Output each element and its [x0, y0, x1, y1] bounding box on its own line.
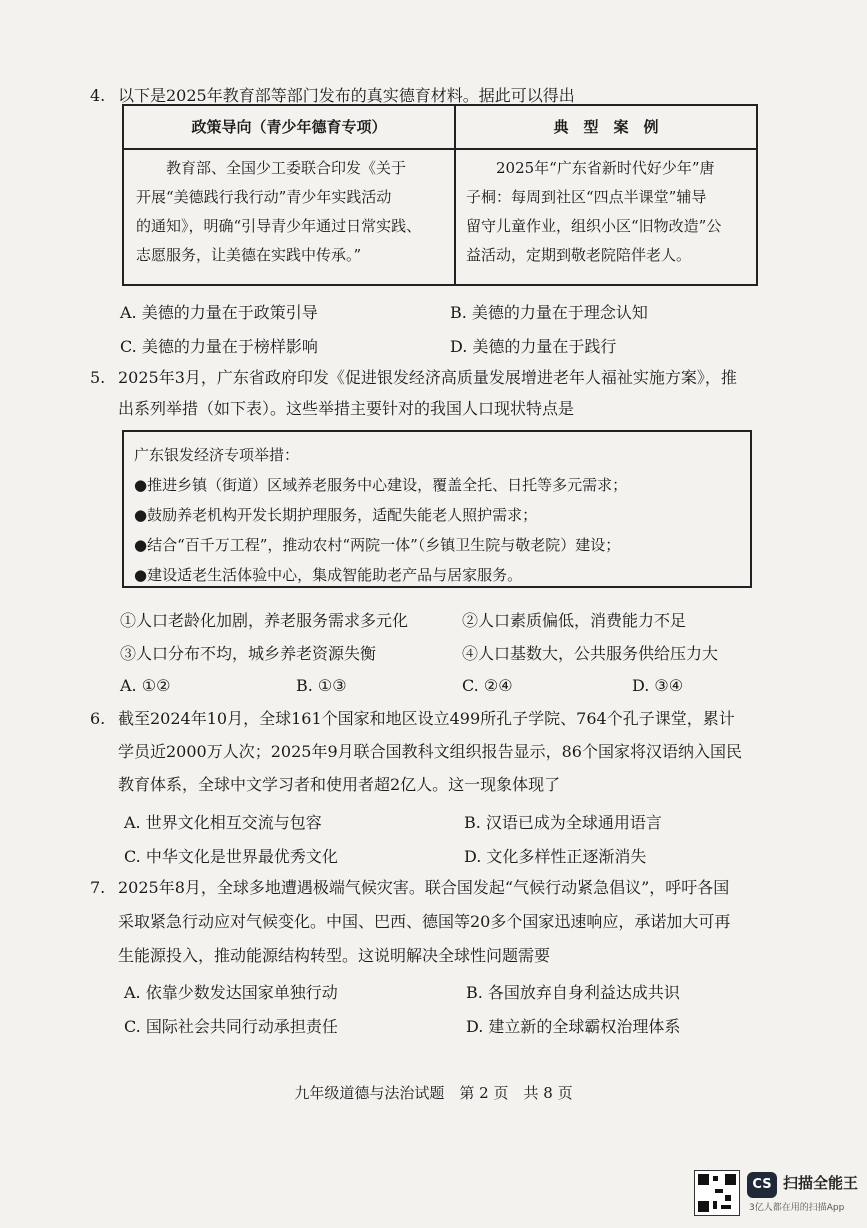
box-item: ●结合“百千万工程”，推动农村“两院一体”（乡镇卫生院与敬老院）建设； [134, 536, 621, 554]
q4-number: 4. [90, 86, 106, 105]
q4-option-a[interactable]: A. 美德的力量在于政策引导 [120, 303, 318, 322]
q5-option-b[interactable]: B. ①③ [296, 676, 347, 695]
box-item: ●建设适老生活体验中心，集成智能助老产品与居家服务。 [134, 566, 523, 584]
q5-option-a[interactable]: A. ①② [120, 676, 171, 695]
box-item: ●推进乡镇（街道）区域养老服务中心建设，覆盖全托、日托等多元需求； [134, 476, 628, 494]
q6-option-a[interactable]: A. 世界文化相互交流与包容 [124, 813, 322, 832]
q6-stem-line: 教育体系，全球中文学习者和使用者超2亿人。这一现象体现了 [118, 775, 561, 794]
q6-option-b[interactable]: B. 汉语已成为全球通用语言 [464, 813, 662, 832]
q6-option-c[interactable]: C. 中华文化是世界最优秀文化 [124, 847, 338, 866]
scanner-brand: 扫描全能王 [783, 1174, 859, 1192]
case-line: 子桐：每周到社区“四点半课堂”辅导 [466, 188, 707, 206]
q4-option-b[interactable]: B. 美德的力量在于理念认知 [450, 303, 648, 322]
case-line: 2025年“广东省新时代好少年”唐 [466, 159, 715, 177]
box-item: ●鼓励养老机构开发长期护理服务，适配失能老人照护需求； [134, 506, 538, 524]
scanner-tagline: 3亿人都在用的扫描App [749, 1203, 845, 1213]
q6-stem-line: 截至2024年10月，全球161个国家和地区设立499所孔子学院、764个孔子课堂，累计 [118, 709, 735, 728]
qr-code-icon [694, 1170, 740, 1216]
case-line: 益活动，定期到敬老院陪伴老人。 [466, 246, 692, 264]
q7-stem-line: 生能源投入，推动能源结构转型。这说明解决全球性问题需要 [118, 946, 551, 965]
q4-option-d[interactable]: D. 美德的力量在于践行 [450, 337, 617, 356]
q5-measures-box [122, 430, 752, 588]
q6-number: 6. [90, 709, 106, 728]
q5-stem-line: 出系列举措（如下表）。这些举措主要针对的我国人口现状特点是 [118, 399, 575, 418]
q5-item-1: ①人口老龄化加剧，养老服务需求多元化 [120, 611, 409, 630]
q5-item-4: ④人口基数大，公共服务供给压力大 [462, 644, 719, 663]
table-header-policy: 政策导向（青少年德育专项） [191, 118, 387, 136]
q6-stem-line: 学员近2000万人次；2025年9月联合国教科文组织报告显示，86个国家将汉语纳入国民 [118, 742, 742, 761]
q7-option-c[interactable]: C. 国际社会共同行动承担责任 [124, 1017, 338, 1036]
q7-option-d[interactable]: D. 建立新的全球霸权治理体系 [466, 1017, 681, 1036]
box-title: 广东银发经济专项举措： [134, 446, 300, 464]
q4-option-c[interactable]: C. 美德的力量在于榜样影响 [120, 337, 318, 356]
policy-line: 教育部、全国少工委联合印发《关于 [136, 159, 407, 177]
q7-stem-line: 采取紧急行动应对气候变化。中国、巴西、德国等20多个国家迅速响应，承诺加大可再 [118, 912, 731, 931]
q5-option-d[interactable]: D. ③④ [632, 676, 684, 695]
q7-number: 7. [90, 878, 106, 897]
policy-line: 的通知》，明确“引导青少年通过日常实践、 [136, 217, 422, 235]
q5-item-3: ③人口分布不均，城乡养老资源失衡 [120, 644, 377, 663]
q4-stem: 以下是2025年教育部等部门发布的真实德育材料。据此可以得出 [118, 86, 575, 105]
table-cell-policy [136, 154, 421, 270]
q5-option-c[interactable]: C. ②④ [462, 676, 513, 695]
table-header-case: 典 型 案 例 [553, 118, 659, 136]
table-cell-case [466, 154, 721, 270]
q7-option-b[interactable]: B. 各国放弃自身利益达成共识 [466, 983, 680, 1002]
policy-line: 志愿服务，让美德在实践中传承。” [136, 246, 362, 264]
case-line: 留守儿童作业，组织小区“旧物改造”公 [466, 217, 722, 235]
q6-option-d[interactable]: D. 文化多样性正逐渐消失 [464, 847, 647, 866]
q4-table [122, 104, 758, 286]
q7-option-a[interactable]: A. 依靠少数发达国家单独行动 [124, 983, 338, 1002]
policy-line: 开展“美德践行我行动”青少年实践活动 [136, 188, 392, 206]
q5-stem-line: 2025年3月，广东省政府印发《促进银发经济高质量发展增进老年人福祉实施方案》，推 [118, 368, 737, 387]
q5-item-2: ②人口素质偏低，消费能力不足 [462, 611, 687, 630]
table-header-rule [124, 148, 756, 150]
q5-number: 5. [90, 368, 106, 387]
q7-stem-line: 2025年8月，全球多地遭遇极端气候灾害。联合国发起“气候行动紧急倡议”，呼吁各国 [118, 878, 730, 897]
page-footer: 九年级道德与法治试题 第 2 页 共 8 页 [294, 1084, 573, 1102]
scanner-logo-icon: CS [747, 1172, 777, 1198]
